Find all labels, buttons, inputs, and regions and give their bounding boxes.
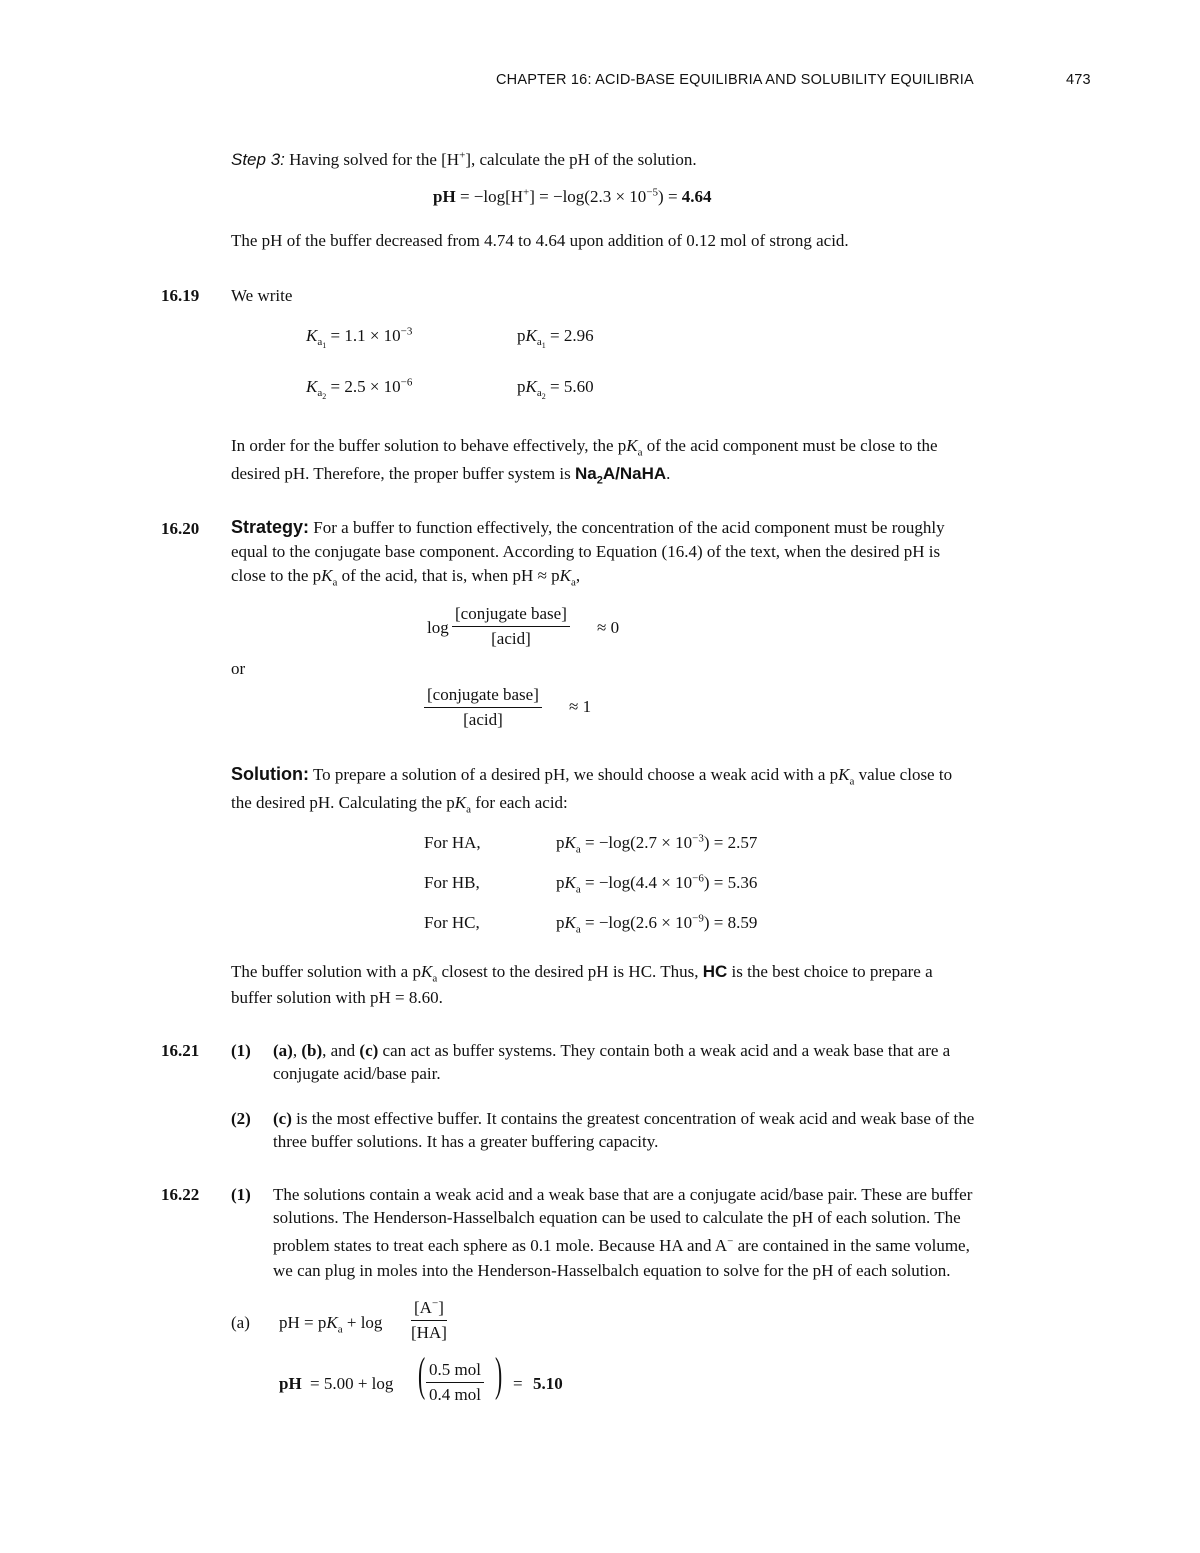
p1622-line3: problem states to treat each sphere as 0.1 mole. Because HA and A− are contained in the same volume,	[273, 1235, 970, 1255]
p1620-strategy-line1: Strategy: For a buffer to function effectively, the concentration of the acid component must be roughly	[231, 517, 945, 537]
item-number: (2)	[231, 1109, 251, 1128]
acid-row-label: For HB,	[424, 873, 480, 892]
p1619-body-line2: desired pH. Therefore, the proper buffer system is $Na_2A$/NaHA.	[231, 464, 671, 487]
solution-label: Solution:	[231, 764, 309, 784]
item-number: (1)	[231, 1185, 251, 1204]
problem-number-16-22: 16.22	[161, 1185, 200, 1204]
pka1-equation: $pK_{a_1} = 2.96$	[517, 326, 594, 351]
ratio-fraction-2: [conjugate base] [acid]	[424, 685, 542, 731]
log-label: log	[427, 618, 449, 637]
ratio-fraction-1: [conjugate base] [acid]	[452, 604, 570, 650]
part-a-equation: = 5.00 + log	[310, 1374, 394, 1393]
p1620-solution-line2: the desired pH. Calculating the $pK_a$ for each acid:	[231, 793, 568, 816]
equals-sign: =	[513, 1374, 523, 1393]
p1621-item1-line2: conjugate acid/base pair.	[273, 1064, 441, 1083]
acid-row-label: For HC,	[424, 913, 480, 932]
p1621-item2-line2: three buffer solutions. It has a greater buffering capacity.	[273, 1132, 659, 1151]
p1620-conclusion-line2: buffer solution with pH = 8.60.	[231, 988, 443, 1007]
problem-number-16-21: 16.21	[161, 1041, 200, 1060]
acid-row-equation: $pK_a = -\log(2.6 \times 10^{-9}) = 8.59$	[556, 912, 758, 936]
p1622-line1: The solutions contain a weak acid and a weak base that are a conjugate acid/base pair. These are buffer	[273, 1185, 973, 1204]
problem-number-16-20: 16.20	[161, 519, 200, 538]
acid-row-label: For HA,	[424, 833, 481, 852]
p1620-strategy-line3: close to the $pK_a$ of the acid, that is, when pH ≈ $pK_a$,	[231, 566, 581, 589]
right-paren: )	[495, 1348, 503, 1401]
running-header: CHAPTER 16: ACID-BASE EQUILIBRIA AND SOLUBILITY EQUILIBRIA	[496, 72, 974, 88]
approx-one: ≈ 1	[569, 697, 592, 716]
p1620-strategy-line2: equal to the conjugate base component. According to Equation (16.4) of the text, when the desired pH is	[231, 542, 941, 561]
part-a-result: 5.10	[533, 1374, 563, 1393]
p1621-item2-line1: (c) is the most effective buffer. It contains the greatest concentration of weak acid and weak base of the	[273, 1109, 975, 1128]
problem-number-16-19: 16.19	[161, 286, 200, 305]
step3-result: 4.64	[681, 187, 712, 206]
strategy-label: Strategy:	[231, 517, 310, 537]
buffer-answer: $Na_2A$/NaHA	[574, 464, 667, 487]
p1620-solution-line1: Solution: To prepare a solution of a desired pH, we should choose a weak acid with a $pK_a$ value close to	[231, 764, 953, 788]
acid-row-equation: $pK_a = -\log(4.4 \times 10^{-6}) = 5.36$	[556, 872, 758, 896]
p1621-item1-line1: (a), (b), and (c) can act as buffer systems. They contain both a weak acid and a weak base that are a	[273, 1041, 951, 1060]
step3-line: Step 3: Having solved for the [H+], calculate the pH of the solution.	[231, 149, 697, 169]
or-text: or	[231, 659, 246, 678]
step3-equation: pH = $-\log[H^+] = -\log(2.3 \times 10^{-5}) = 4.64$	[433, 186, 712, 206]
pka2-equation: $pK_{a_2} = 5.60$	[517, 377, 594, 402]
hh-equation-lhs: pH = $pK_a + \log$	[279, 1313, 383, 1336]
page-number: 473	[1066, 72, 1091, 88]
acid-row-equation: $pK_a = -\log(2.7 \times 10^{-3}) = 2.57$	[556, 832, 758, 856]
best-choice-answer: HC	[702, 962, 728, 981]
ka1-equation: $K_{a_1} = 1.1 \times 10^{-3}$	[306, 325, 413, 351]
p1619-intro: We write	[231, 286, 293, 305]
left-paren: (	[418, 1348, 426, 1401]
step3-label: Step 3:	[231, 150, 285, 169]
p1619-body-line1: In order for the buffer solution to behave effectively, the $pK_a$ of the acid component must be close to the	[231, 436, 938, 459]
item-number: (1)	[231, 1041, 251, 1060]
approx-zero: ≈ 0	[597, 618, 620, 637]
p1622-line2: solutions. The Henderson-Hasselbalch equation can be used to calculate the pH of each solution. The	[273, 1208, 961, 1227]
p1620-conclusion-line1: The buffer solution with a $pK_a$ closest to the desired pH is HC. Thus, HC is the best choice to prepare a	[231, 962, 933, 985]
part-a-ph-label: pH	[279, 1374, 302, 1393]
mol-fraction: 0.5 mol 0.4 mol	[426, 1360, 484, 1406]
step3-conclusion: The pH of the buffer decreased from 4.74 to 4.64 upon addition of 0.12 mol of strong acid.	[231, 231, 849, 250]
ka2-equation: $K_{a_2} = 2.5 \times 10^{-6}$	[306, 376, 413, 402]
hh-fraction: $\frac{[A^-]}{[HA]}$	[411, 1297, 447, 1343]
part-a-label: (a)	[231, 1313, 250, 1332]
p1622-line4: we can plug in moles into the Henderson-Hasselbalch equation to solve for the pH of each solution.	[273, 1261, 951, 1280]
